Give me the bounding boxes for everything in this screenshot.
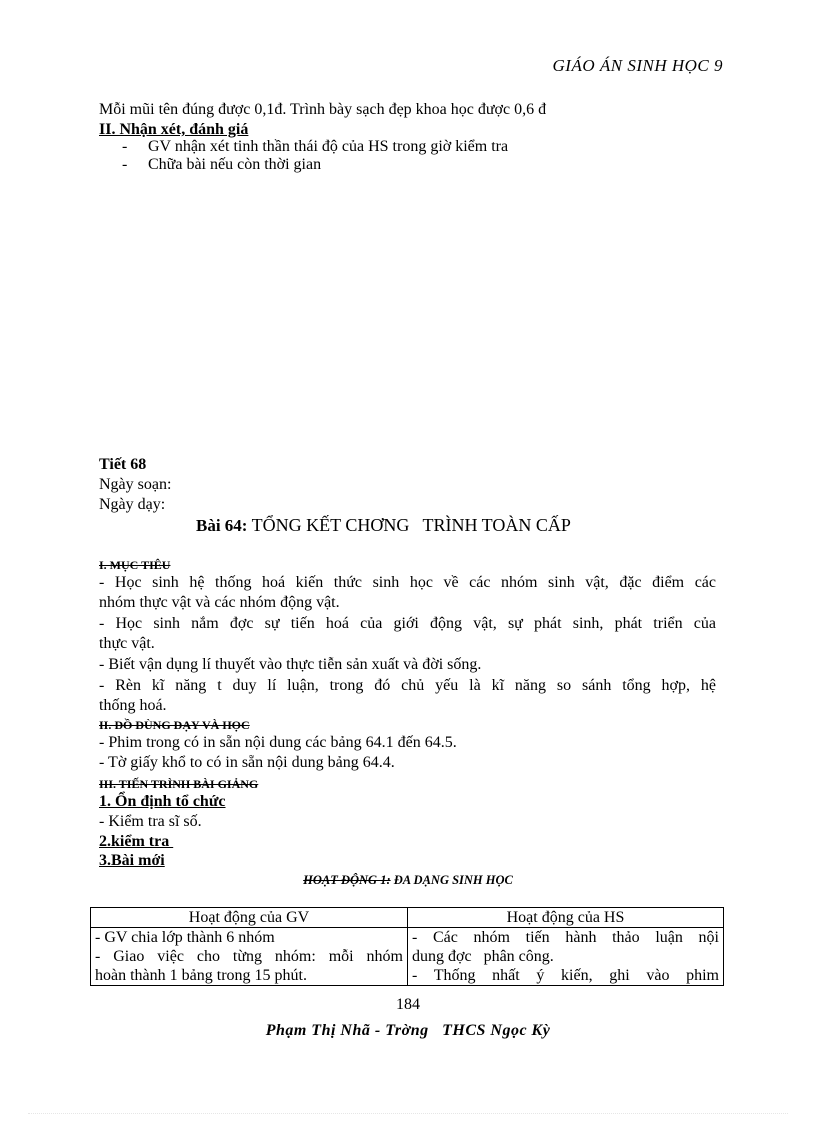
page-edge-divider — [28, 1113, 788, 1114]
step-1-heading: 1. Ổn định tổ chức — [99, 793, 226, 810]
page-footer: Phạm Thị Nhã - Trờng THCS Ngọc Kỳ — [265, 1022, 551, 1039]
objectives-heading: I. MỤC TIÊU — [99, 558, 171, 572]
header-hs: Hoạt động của HS — [408, 908, 724, 928]
hs-line: - Các nhóm tiến hành thảo luận nội — [412, 929, 719, 946]
scoring-note: Mỗi mũi tên đúng được 0,1đ. Trình bày sạch đẹp khoa học được 0,6 đ — [99, 101, 547, 118]
running-header: GIÁO ÁN SINH HỌC 9 — [552, 56, 723, 75]
objective-line: - Rèn kĩ năng t duy lí luận, trong đó chủ yếu là kĩ năng so sánh tổng hợp, hệ — [99, 677, 716, 694]
dash-marker: - — [122, 138, 128, 155]
activity-heading — [0, 873, 816, 888]
bullet-item — [122, 155, 321, 175]
step-3-heading: 3.Bài mới — [99, 852, 165, 869]
gv-line: - Giao việc cho từng nhóm: mỗi nhóm — [95, 948, 403, 965]
header-gv: Hoạt động của GV — [91, 908, 408, 928]
procedure-heading: III. TIẾN TRÌNH BÀI GIẢNG — [99, 777, 259, 791]
section-heading-materials — [99, 715, 250, 735]
activity-table — [90, 907, 724, 986]
hs-line: dung đợc phân công. — [412, 948, 554, 965]
material-line: - Phim trong có in sẵn nội dung các bảng 64.1 đến 64.5. — [99, 734, 457, 751]
dash-marker: - — [122, 156, 128, 173]
lesson-title — [196, 515, 571, 536]
objective-line: - Biết vận dụng lí thuyết vào thực tiễn sản xuất và đời sống. — [99, 656, 482, 673]
gv-cell — [91, 928, 408, 986]
objective-line: thống hoá. — [99, 697, 167, 714]
teach-date-label: Ngày dạy: — [99, 496, 166, 513]
activity-name: ĐA DẠNG SINH HỌC — [390, 873, 513, 887]
objective-line: - Học sinh nắm đợc sự tiến hoá của giới động vật, sự phát sinh, phát triển của — [99, 615, 716, 632]
material-line: - Tờ giấy khổ to có in sẵn nội dung bảng 64.4. — [99, 754, 395, 771]
table-row — [91, 928, 724, 986]
section-heading-procedure — [99, 774, 258, 794]
bullet-text: Chữa bài nếu còn thời gian — [148, 156, 322, 173]
gv-line: hoàn thành 1 bảng trong 15 phút. — [95, 967, 307, 984]
step-2-heading: 2.kiểm tra — [99, 833, 174, 850]
step-1-detail: - Kiểm tra sĩ số. — [99, 813, 202, 830]
lesson-title-prefix: Bài 64: — [196, 516, 248, 535]
bullet-text: GV nhận xét tinh thần thái độ của HS trong giờ kiểm tra — [148, 138, 509, 155]
materials-heading: II. ĐỒ DÙNG DẠY VÀ HỌC — [99, 718, 250, 732]
objective-line: thực vật. — [99, 635, 155, 652]
objective-line: - Học sinh hệ thống hoá kiến thức sinh học về các nhóm sinh vật, đặc điểm các — [99, 574, 716, 591]
prep-date-label: Ngày soạn: — [99, 476, 172, 493]
section-heading-objectives — [99, 555, 170, 575]
objective-line: nhóm thực vật và các nhóm động vật. — [99, 594, 340, 611]
hs-line: - Thống nhất ý kiến, ghi vào phim — [412, 967, 719, 984]
gv-line: - GV chia lớp thành 6 nhóm — [95, 929, 275, 946]
page-number: 184 — [396, 996, 420, 1013]
lesson-title-main: TỔNG KẾT CHƠNG TRÌNH TOÀN CẤP — [251, 515, 571, 535]
activity-label: HOẠT ĐỘNG 1: — [303, 873, 391, 887]
hs-cell — [408, 928, 724, 986]
table-header-row — [91, 908, 724, 928]
bullet-item — [122, 137, 508, 157]
lesson-period: Tiết 68 — [99, 456, 147, 473]
section-heading-review: II. Nhận xét, đánh giá — [99, 121, 249, 138]
